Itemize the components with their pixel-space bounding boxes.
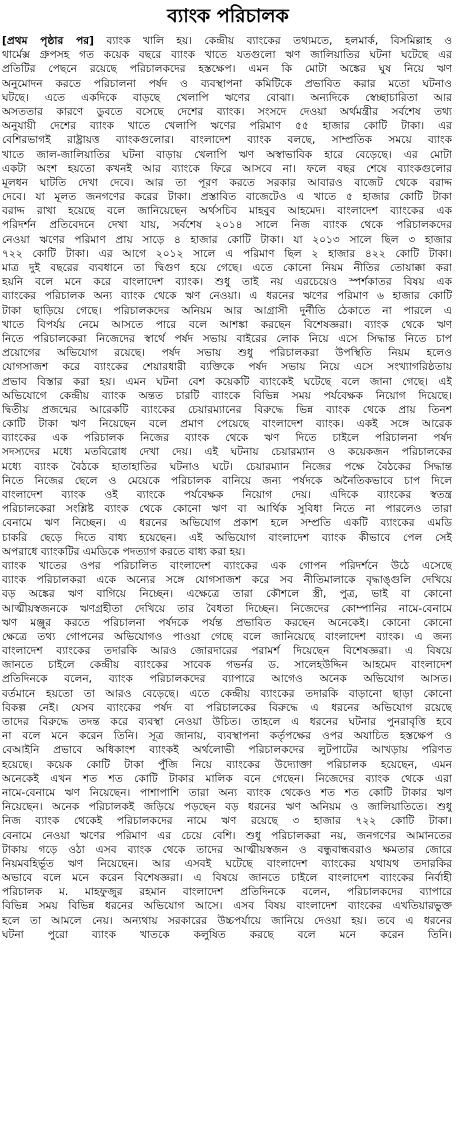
article-line — [2, 360, 452, 374]
article-line — [2, 148, 452, 162]
article-line — [2, 857, 452, 871]
article-line-text: না বলে মনে করেন তিনি। সূত্র জানায়, ব্যবস্থাপনা কর্তৃপক্ষের ওপর অযাচিত হস্তক্ষেপ ও — [2, 730, 452, 743]
article-line-text: অভাবে বলে মনে করেন বিশেষজ্ঞরা। এ বিষয়ে জানতে চাইলে বাংলাদেশ ব্যাংকের নির্বাহী — [2, 872, 452, 885]
article-line — [2, 346, 452, 360]
article-line-text: আত্মীয়স্বজনকে ঋণগ্রহীতা দেখিয়ে তার বৈধতা দিচ্ছেন। নিজেদের কোম্পানির নামে-বেনামে — [2, 602, 452, 615]
article-line — [2, 204, 452, 218]
article-line-text: বেশিরভাগই রাষ্ট্রায়ত্ত ব্যাংকগুলোর। বাংলাদেশ ব্যাংক বলছে, সাম্প্রতিক সময়ে ব্যাংক — [2, 134, 452, 147]
article-line-text: টাকায় গড়ে ওঠা এসব ব্যাংক থেকে তাদের আত্মীয়স্বজন ও বন্ধুবান্ধবরাও ক্ষমতার জোরে — [2, 843, 452, 856]
headline: ব্যাংক পরিচালক — [167, 5, 289, 27]
article-line-text: তাদের বিরুদ্ধে তদন্ত করে ব্যবস্থা নেওয়া উচিত। তাহলে এ ধরনের ঘটনার পুনরাবৃত্তি হবে — [2, 716, 452, 728]
article-line — [2, 119, 452, 133]
article-line — [2, 743, 452, 757]
article-line — [2, 772, 452, 786]
article-line — [2, 48, 452, 62]
article-line-text: প্রতিটির পেছনে রয়েছে পরিচালকদের হস্তক্ষেপ। এমন কি মোটা অঙ্কের ঘুষ নিয়ে ঋণ — [2, 63, 452, 76]
article-line — [2, 62, 452, 76]
article-line — [2, 644, 452, 658]
article-line-text: হয়নি বলে মনে করে বাংলাদেশ ব্যাংক। শুধু তাই নয় এরচেয়েও স্পর্শকাতর বিষয় এক — [2, 276, 452, 289]
article-line-text: মূলধন ঘাটতি দেখা দেবে। আর তা পূরণ করতে সরকার আবারও বাজেট থেকে বরাদ্দ — [2, 176, 452, 189]
article-line — [2, 77, 452, 91]
article-line-text: প্রতিদিনকে বলেন, ব্যাংক পরিচালকদের ব্যাপারে আগেও অনেক অভিযোগ আসত। — [2, 673, 452, 686]
article-line — [2, 715, 452, 729]
article-line-text: খাতে বিপর্যয় নেমে আসতে পারে বলে আশঙ্কা করছেন বিশেষজ্ঞরা। ব্যাংক থেকে ঋণ — [2, 318, 452, 331]
article-line-text: ৭২২ কোটি টাকা। এর আগে ২০১২ সালে এ পরিমাণ ছিল ২ হাজার ৪২২ কোটি টাকা। — [2, 247, 452, 260]
article-line — [2, 843, 452, 857]
article-line-text: হলে তা আমলে নেয়। অন্যথায় সরকারের উচ্চপর্যায়ে জানিয়ে দেওয়া হয়। তবে এ ধরনের — [2, 914, 452, 927]
article-line-text: ঘটনা পুরো ব্যাংক খাতকে কলুষিত করছে বলে মনে করেন তিনি। — [2, 928, 452, 941]
article-line — [2, 587, 452, 601]
article-line — [2, 602, 452, 616]
article-line-text: ঋণ মঞ্জুর করতে পরিচালনা পর্ষদকে পর্যন্ত প্রভাবিত করছেন অনেকেই। কোনো কোনো — [2, 616, 452, 629]
article-line — [2, 829, 452, 843]
article-line — [2, 516, 452, 530]
article-line-text: নিতে নিজের ছেলে ও মেয়েকে পরিচালক বানিয়ে জন্য পর্ষদকে অনৈতিকভাবে চাপ দিলে — [2, 474, 452, 487]
article-line — [2, 630, 452, 644]
article-line — [2, 928, 452, 942]
article-line-text: প্রয়োগের অভিযোগ রয়েছে। পর্ষদ সভায় শুধু পরিচালকরা উপস্থিতি নিয়ম হলেও — [2, 347, 452, 360]
article-line — [2, 871, 452, 885]
article-line — [2, 786, 452, 800]
article-line-text: থার্মেক্স গ্রুপসহ গত কয়েক বছরে ব্যাংক খাতে যতগুলো ঋণ জালিয়াতির ঘটনা ঘটেছে এর — [2, 49, 452, 62]
article-line — [2, 218, 452, 232]
article-line-text: নিতে পরিচালকেরা নিজেদের স্বার্থে পর্ষদ সভায় বাইরের লোক নিয়ে এসে সিদ্ধান্ত নিতে চাপ — [2, 332, 452, 345]
article-line — [2, 559, 452, 573]
article-line-text: অনেকেই এখন শত শত কোটি টাকার মালিক বনে গেছেন। নিজেদের ব্যাংক থেকে এরা — [2, 772, 452, 785]
article-line — [2, 616, 452, 630]
article-line — [2, 304, 452, 318]
article-line-text: ব্যাংক খাতের ওপর পরিচালিত বাংলাদেশ ব্যাংকের এক গোপন পরিদর্শনে উঠে এসেছে — [2, 559, 452, 572]
article-line — [2, 545, 452, 559]
article-line-text: সদস্যদের মধ্যে মতবিরোধ দেখা দেয়। এই ঘটনায় চেয়ারম্যান ও কয়েকজন পরিচালকের — [2, 446, 452, 459]
article-line-text: ব্যাংকের এক পরিচালক নিজের ব্যাংক থেকে ঋণ দিতে চাইলে পরিচালনা পর্ষদ — [2, 432, 452, 445]
article-line — [2, 474, 452, 488]
article-line-text: বাংলাদেশ ব্যাংক ওই ব্যাংকে পর্যবেক্ষক নিয়োগ দেয়। এদিকে ব্যাংকের স্বতন্ত্র — [2, 489, 452, 501]
article-line-text: নিয়মবহির্ভূত ঋণ নিয়েছেন। আর এসবই ঘটেছে বাংলাদেশ ব্যাংকের যথাযথ তদারকির — [2, 857, 452, 870]
article-line-text: ব্যাংক পরিচালকরা একে অন্যের সঙ্গে যোগসাজশ করে সব নীতিমালাকে বৃদ্ধাঙ্গুলি দেখিয়ে — [2, 574, 452, 587]
article-line — [2, 389, 452, 403]
article-line-text: বেআইনি প্রভাবে অধিকাংশ ব্যাংকই অর্থলোভী পরিচালকদের লুটপাটের আখড়ায় পরিণত — [2, 744, 452, 757]
article-line-text: ব্যাংক খালি হয়। কেন্দ্রীয় ব্যাংকের তথ্যমতে, হলমার্ক, বিসমিল্লাহ ও — [93, 35, 452, 47]
article-line-text: বড় অঙ্কের ঋণ বাগিয়ে নিচ্ছেন। এক্ষেত্রে তারা কৌশলে স্ত্রী, পুত্র, ভাই বা কোনো — [2, 588, 452, 601]
article-line-text: বিকল্প নেই। যেসব ব্যাংকের পর্ষদ বা পরিচালকের বিরুদ্ধে এ ধরনের অভিযোগ রয়েছে — [2, 701, 452, 714]
article-line-text: মাত্র দুই বছরের ব্যবধানে তা দ্বিগুণ হয়ে গেছে। এতে কোনো নিয়ম নীতির তোয়াক্কা করা — [2, 262, 452, 274]
article-line — [2, 34, 452, 48]
article-line — [2, 445, 452, 459]
article-line-text: বেনামে নেওয়া ঋণের পরিমাণ এর চেয়ে বেশি। শুধু পরিচালকরা নয়, জনগণের আমানতের — [2, 829, 452, 842]
article-line-text: পরিদর্শন প্রতিবেদনে দেখা যায়, সর্বশেষ ২০১৪ সালে নিজ ব্যাংক থেকে পরিচালকদের — [2, 219, 452, 232]
article-line — [2, 318, 452, 332]
article-line-text: প্রভাব বিস্তার করা হয়। এমন ঘটনা বেশ কয়েকটি ব্যাংকেই ঘটেছে বলে জানা গেছে। এই — [2, 375, 452, 388]
article-line — [2, 672, 452, 686]
article-line-text: খাতে জাল-জালিয়াতির ঘটনা বাড়ায় খেলাপি ঋণ অস্বাভাবিক হারে বেড়েছে। এর মোটা — [2, 148, 452, 161]
article-line — [2, 133, 452, 147]
article-line-text: ক্ষেত্রে তথ্য গোপনের অভিযোগও পাওয়া গেছে বলে জানিয়েছে বাংলাদেশ ব্যাংক। এ জন্য — [2, 630, 452, 643]
article-line-text: বেনামে ঋণ নিচ্ছেন। এ ধরনের অভিযোগ প্রকাশ হলে সম্প্রতি একটি ব্যাংকের এমডি — [2, 517, 452, 530]
article-line-text: একটা অংশ হয়তো কখনই আর ব্যাংকে ফিরে আসবে না। ফলে বছর শেষে ব্যাংকগুলোর — [2, 162, 452, 175]
article-line — [2, 573, 452, 587]
article-line-text: অপরাধে ব্যাংকটির এমডিকে পদত্যাগ করতে বাধ্য করা হয়। — [2, 545, 246, 558]
article-line-text: দেবে। যা মূলত জনগণের করের টাকা। প্রস্তাবিত বাজেটেও এ খাতে ৫ হাজার কোটি টাকা — [2, 191, 452, 204]
continuation-lead: [প্রথম পৃষ্ঠার পর] — [2, 35, 94, 47]
article-line — [2, 233, 452, 247]
article-line-text: টাকা ছাড়িয়ে গেছে। পরিচালকদের অনিয়ম আর আগ্রাসী দুর্নীতি ঠেকাতে না পারলে এ — [2, 304, 452, 317]
article-line — [2, 275, 452, 289]
article-line-text: পরিচালক ম. মাহফুজুর রহমান বাংলাদেশ প্রতিদিনকে বলেন, পরিচালকদের ব্যাপারে — [2, 886, 452, 899]
article-line — [2, 701, 452, 715]
article-line — [2, 885, 452, 899]
article-line — [2, 758, 452, 772]
article-line — [2, 105, 452, 119]
article-line-text: জানতে চাইলে কেন্দ্রীয় ব্যাংকের সাবেক গভর্নর ড. সালেহউদ্দিন আহমেদ বাংলাদেশ — [2, 659, 452, 672]
article-line-text: বাংলাদেশ ব্যাংকের তদারকি আরও জোরদারের পরামর্শ দিয়েছেন বিশেষজ্ঞরা। এ বিষয়ে — [2, 645, 452, 658]
article-line-text: যোগসাজশ করে ব্যাংকের শেয়ারধারী ব্যক্তিকে পর্ষদ সভায় নিয়ে এসে সংখ্যাগরিষ্ঠতায় — [2, 361, 452, 374]
article-line-text: অভিযোগে কেন্দ্রীয় ব্যাংক অন্তত চারটি ব্যাংকে বিভিন্ন সময় পর্যবেক্ষক নিয়োগ দিয়েছে। — [2, 389, 452, 402]
article-line — [2, 658, 452, 672]
article-line-text: পরিচালকেরা সংশ্লিষ্ট ব্যাংক থেকে কোনো ঋণ বা আর্থিক সুবিধা নিতে না পারলেও তারা — [2, 503, 452, 516]
article-line-text: বরাদ্দ রাখা হয়েছে বলে জানিয়েছেন অর্থসচিব মাহবুব আহমেদ। বাংলাদেশ ব্যাংকের এক — [2, 205, 452, 218]
article-line-text: ব্যাংকের পরিচালক অন্য ব্যাংক থেকে ঋণ নেওয়া। এ ধরনের ঋণের পরিমাণ ৬ হাজার কোটি — [2, 290, 452, 303]
article-line — [2, 431, 452, 445]
article-line-text: নিয়েছেন। অনেক পরিচালকই জড়িয়ে পড়ছেন বড় ধরনের ঋণ অনিয়ম ও জালিয়াতিতে। শুধু — [2, 801, 452, 814]
article-line — [2, 687, 452, 701]
article-line — [2, 403, 452, 417]
article-line-text: বিভিন্ন সময় বিভিন্ন ধরনের অভিযোগ আসে। এসব বিষয় বাংলাদেশ ব্যাংকের এখতিয়ারভুক্ত — [2, 900, 452, 913]
article-line — [2, 800, 452, 814]
article-line — [2, 531, 452, 545]
article-line-text: মধ্যে ব্যাংক বৈঠকে হাতাহাতির ঘটনাও ঘটে। চেয়ারম্যান নিজের পক্ষে বৈঠকের সিদ্ধান্ত — [2, 460, 452, 473]
article-line — [2, 729, 452, 743]
article-line-text: নেওয়া ঋণের পরিমাণ প্রায় সাড়ে ৪ হাজার কোটি টাকা। যা ২০১৩ সালে ছিল ৩ হাজার — [2, 233, 452, 246]
article-line-text: নিজ ব্যাংক থেকেই পরিচালকদের নামে ঋণ রয়েছে ৩ হাজার ৭২২ কোটি টাকা। — [2, 815, 452, 828]
article-line — [2, 91, 452, 105]
article-line — [2, 261, 452, 275]
article-line-text: অনুযায়ী দেশের ব্যাংক খাতে খেলাপি ঋণের পরিমাণ ৫৫ হাজার কোটি টাকা। এর — [2, 120, 452, 133]
article-line — [2, 162, 452, 176]
article-line-text: কোটি টাকা ঋণ নিয়েছেন বলে প্রমাণ পেয়েছে বাংলাদেশ ব্যাংক। একই সঙ্গে আরেক — [2, 418, 452, 431]
article-line-text: বর্তমানে হয়তো তা আরও বেড়েছে। এতে কেন্দ্রীয় ব্যাংকের তদারকি বাড়ানো ছাড়া কোনো — [2, 687, 452, 700]
article-line — [2, 814, 452, 828]
article-line — [2, 502, 452, 516]
article-line — [2, 460, 452, 474]
article-line-text: দ্বিতীয় প্রজন্মের আরেকটি ব্যাংকের চেয়ারম্যানের বিরুদ্ধে ভিন্ন ব্যাংক থেকে প্রায় তিনশ — [2, 403, 452, 416]
article-body — [2, 34, 452, 942]
article-line-text: নামে-বেনামে ঋণ নিয়েছেন। পাশাপাশি তারা অন্য ব্যাংক থেকেও শত শত কোটি টাকার ঋণ — [2, 786, 452, 799]
article-line-text: অনুমোদন করতে পরিচালনা পর্ষদ ও ব্যবস্থাপনা কমিটিকে প্রভাবিত করার মতো ঘটনাও — [2, 77, 452, 90]
article-line — [2, 247, 452, 261]
article-line — [2, 488, 452, 502]
article-line — [2, 289, 452, 303]
article-line — [2, 417, 452, 431]
article-line — [2, 332, 452, 346]
article-line-text: চাকরি ছেড়ে দিতে বাধ্য হয়েছেন। এই অভিযোগ বাংলাদেশ ব্যাংক কীভাবে পেল সেই — [2, 531, 452, 544]
article-line — [2, 176, 452, 190]
article-line — [2, 375, 452, 389]
article-line — [2, 190, 452, 204]
article-line-text: ঘটছে। এতে একদিকে বাড়ছে খেলাপি ঋণের বোঝা। অন্যদিকে স্বেচ্ছাচারিতা আর — [2, 91, 452, 104]
article-line — [2, 899, 452, 913]
article-line-text: অসততার কারণে ডুবতে বসেছে দেশের ব্যাংক। সংসদে দেওয়া অর্থমন্ত্রীর সর্বশেষ তথ্য — [2, 105, 452, 118]
article-line-text: হয়েছে। কয়েক কোটি টাকা পুঁজি নিয়ে ব্যাংকের উদ্যোক্তা পরিচালক হয়েছেন, এমন — [2, 758, 452, 771]
article-line — [2, 914, 452, 928]
